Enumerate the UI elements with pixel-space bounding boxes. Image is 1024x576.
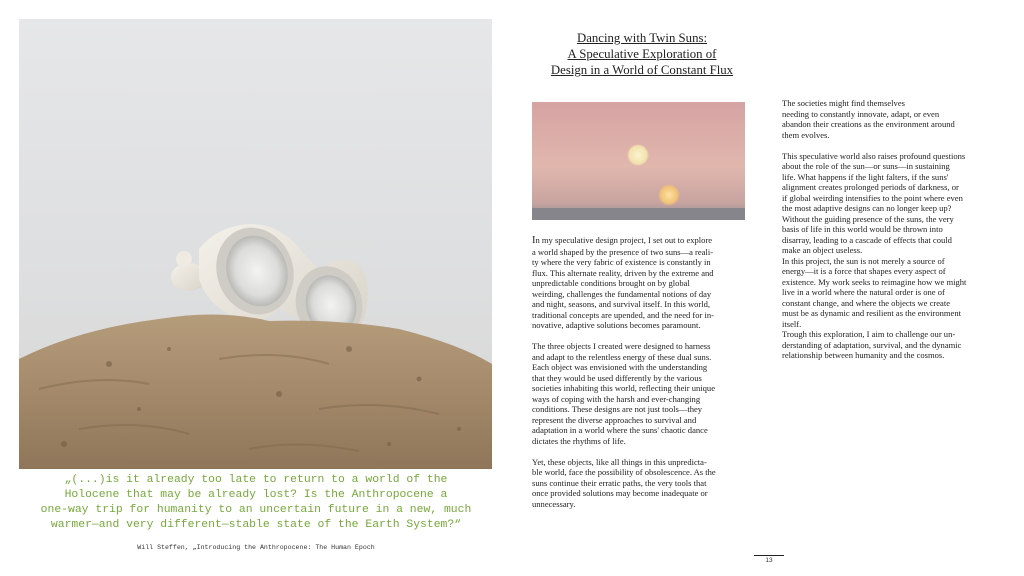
article-title: [520, 30, 764, 78]
paragraph: The three objects I created were designed to harness and adapt to the relentless energy of these dual suns. Each object was envisioned with the understanding that they would be used differently by the various societies inhabiting this world, reflecting their unique ways of coping with the harsh and ever-changing conditions. These designs are not just tools—they represent the diverse approaches to survival and adaptation in a world where the suns' chaotic dance dictates the rhythms of life.: [532, 341, 716, 446]
title-line: Dancing with Twin Suns:: [576, 31, 708, 45]
paragraph: The societies might find themselves needing to constantly innovate, adapt, or even abandon their creations as the environment around them evolves.: [782, 98, 955, 140]
twin-suns-photo: [532, 102, 745, 220]
paragraph: In my speculative design project, I set out to explore a world shaped by the presence of two suns—a reali- ty where the very fabric of existence is constantly in flux. This alternate reality, driven by the extreme and unpredictable conditions brought on by global weirding, challenges the fundamental notions of day and night, seasons, and survival itself. In this world, traditional concepts are upended, and the need for in- novative, adaptive solutions becomes paramount.: [532, 235, 715, 330]
page-number: 13: [754, 555, 784, 564]
paragraph: Yet, these objects, like all things in this unpredicta- ble world, face the possibility of obsolescence. As the suns continue their erratic paths, the very tools that once provided solutions may become inadequate or unnecessary.: [532, 456, 716, 509]
paragraph: In this project, the sun is not merely a source of energy—it is a force that shapes every aspect of existence. My work seeks to reimagine how we might live in a world where the natural order is one of constant change, and where the objects we create must be as dynamic and resilient as the environment itself.: [782, 255, 967, 329]
title-line: Design in a World of Constant Flux: [550, 63, 734, 77]
quote-line: „(...)is it already too late to return to a world of the: [64, 474, 448, 486]
object-on-sand-illustration: [19, 19, 492, 469]
sand-mound: [19, 314, 492, 469]
epigraph-quote: [22, 473, 490, 533]
paragraph: This speculative world also raises profound questions about the role of the sun—or suns—in sustaining life. What happens if the light falters, if the suns' alignment creates prolonged periods of darkness, or if global weirding intensifies to the point where even the most adaptive designs can no longer keep up? Without the guiding presence of the suns, the very basis of life in this world would be thrown into disarray, leading to a cascade of effects that could make an object useless.: [782, 150, 966, 255]
text-column-left: [532, 235, 748, 509]
paragraph: Trough this exploration, I aim to challenge our un- derstanding of adaptation, survival, and the dynamic relationship between humanity and the cosmos.: [782, 329, 962, 360]
object-photo: [19, 19, 492, 469]
quote-line: warmer—and very different—stable state of the Earth System?“: [50, 519, 462, 531]
sun-icon: [658, 184, 680, 206]
quote-line: Holocene that may be already lost? Is the Anthropocene a: [64, 489, 448, 501]
sun-icon: [627, 144, 649, 166]
title-line: A Speculative Exploration of: [567, 47, 717, 61]
drop-cap: I: [532, 235, 536, 246]
quote-line: one-way trip for humanity to an uncertain future in a new, much: [40, 504, 472, 516]
text-column-right: [782, 98, 996, 361]
quote-attribution: Will Steffen, „Introducing the Anthropocene: The Human Epoch: [137, 544, 375, 551]
